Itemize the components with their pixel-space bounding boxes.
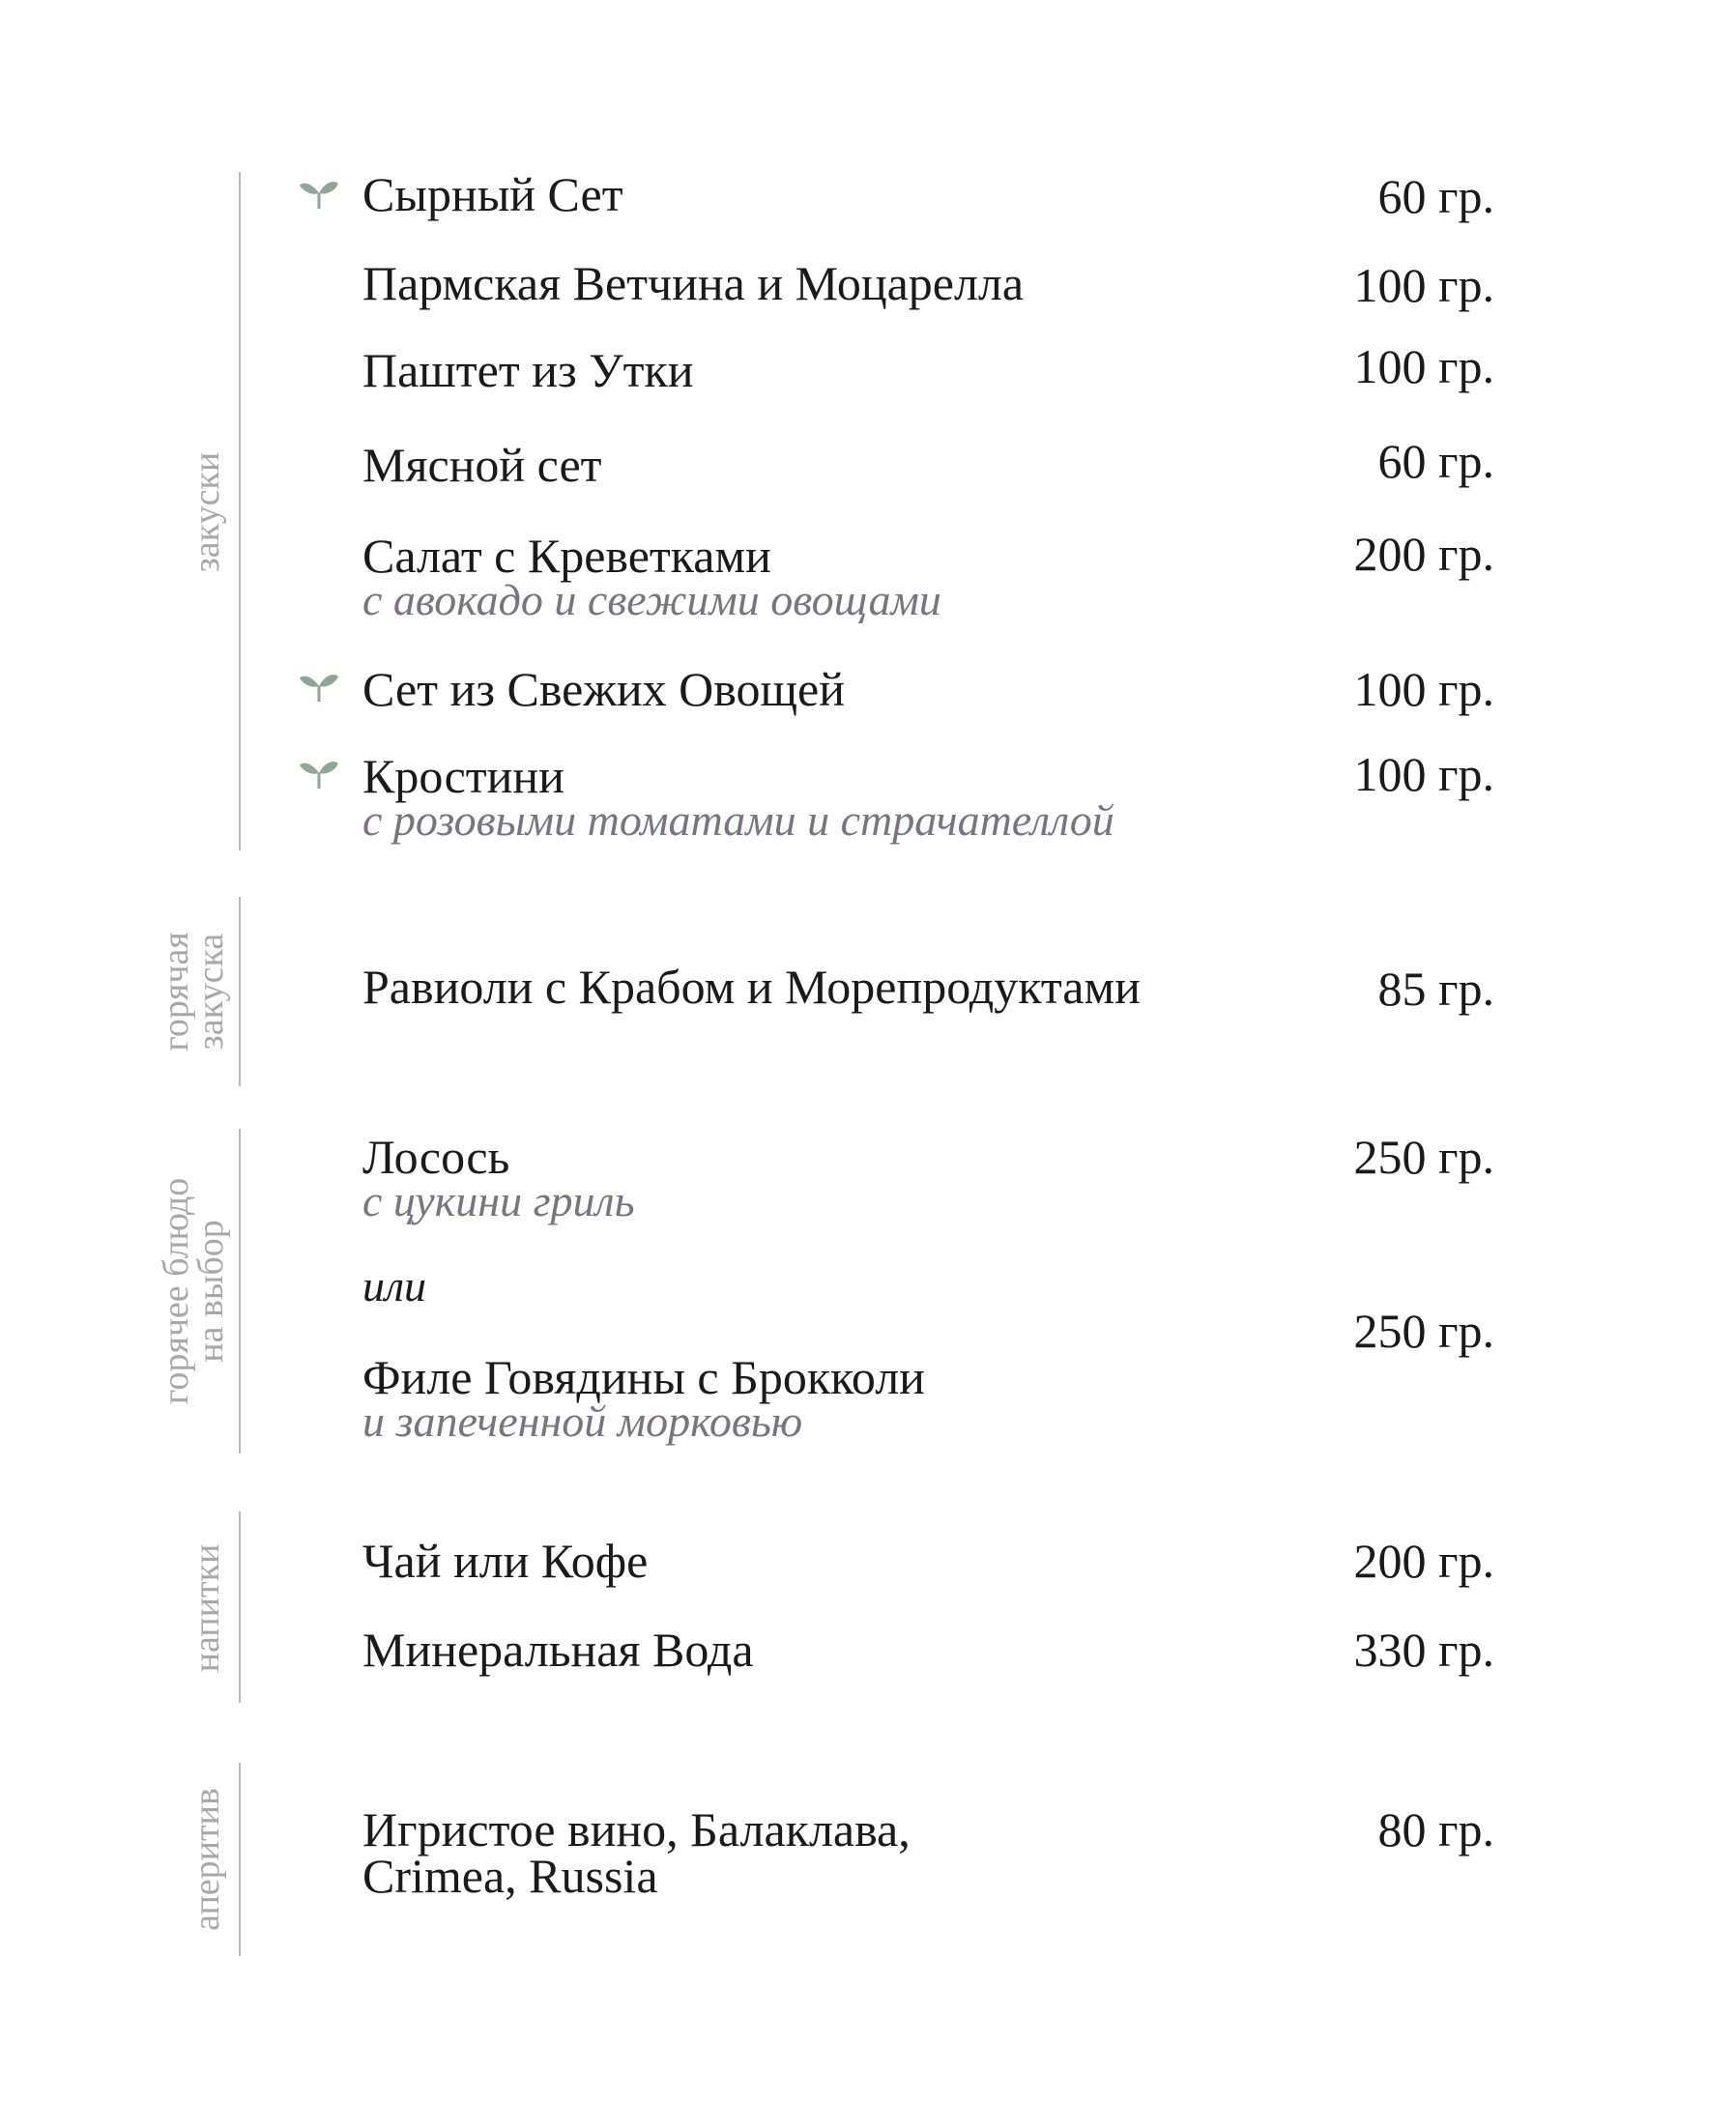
menu-item-name: Crimea, Russia — [362, 1849, 658, 1903]
menu-item-price: 100 гр. — [1353, 258, 1494, 312]
leaf-icon — [300, 756, 338, 791]
menu-item-price: 80 гр. — [1377, 1802, 1494, 1856]
section-label: горячее блюдо на выбор — [156, 1177, 231, 1405]
menu-item-name: Чай или Кофе — [362, 1534, 649, 1588]
menu-item-name: Минеральная Вода — [362, 1623, 754, 1677]
menu-item-price: 250 гр. — [1353, 1304, 1494, 1358]
menu-item-price: 100 гр. — [1353, 747, 1494, 801]
menu-item-name: Пармская Ветчина и Моцарелла — [362, 256, 1025, 310]
menu-connector: или — [362, 1261, 427, 1310]
section-divider-line — [239, 1129, 241, 1453]
menu-item-name: Мясной сет — [362, 438, 602, 492]
menu-item-price: 100 гр. — [1353, 662, 1494, 716]
section-divider-line — [239, 1763, 241, 1956]
menu-item-name: Лосось — [362, 1130, 510, 1184]
section-label: горячая закуска — [156, 932, 231, 1051]
menu-item-name: Сет из Свежих Овощей — [362, 662, 845, 716]
menu-item-price: 250 гр. — [1353, 1130, 1494, 1184]
leaf-icon — [300, 669, 338, 704]
section-divider-line — [239, 897, 241, 1086]
section-divider-line — [239, 1511, 241, 1703]
menu-item-name: Филе Говядины с Брокколи — [362, 1350, 925, 1404]
menu-item-price: 200 гр. — [1353, 1534, 1494, 1588]
menu-item-description: и запеченной морковью — [362, 1396, 803, 1446]
section-label: напитки — [187, 1543, 227, 1673]
menu-item-price: 60 гр. — [1377, 434, 1494, 488]
menu-item-price: 85 гр. — [1377, 962, 1494, 1016]
section-label: аперитив — [187, 1788, 227, 1931]
menu-item-description: с цукини гриль — [362, 1176, 635, 1225]
menu-item-price: 200 гр. — [1353, 527, 1494, 581]
menu-item-name: Равиоли с Крабом и Морепродуктами — [362, 960, 1141, 1014]
section-label: закуски — [187, 451, 227, 573]
leaf-icon — [300, 176, 338, 211]
menu-item-name: Игристое вино, Балаклава, — [362, 1802, 911, 1856]
menu-item-description: с авокадо и свежими овощами — [362, 575, 941, 624]
menu-item-name: Салат с Креветками — [362, 529, 771, 583]
menu-item-description: с розовыми томатами и страчателлой — [362, 795, 1114, 845]
menu-item-name: Паштет из Утки — [362, 343, 694, 397]
menu-item-price: 60 гр. — [1377, 169, 1494, 223]
menu-item-price: 330 гр. — [1353, 1623, 1494, 1677]
section-divider-line — [239, 172, 241, 850]
menu-item-price: 100 гр. — [1353, 339, 1494, 393]
menu-item-name: Кростини — [362, 749, 564, 803]
menu-item-name: Сырный Сет — [362, 167, 623, 221]
